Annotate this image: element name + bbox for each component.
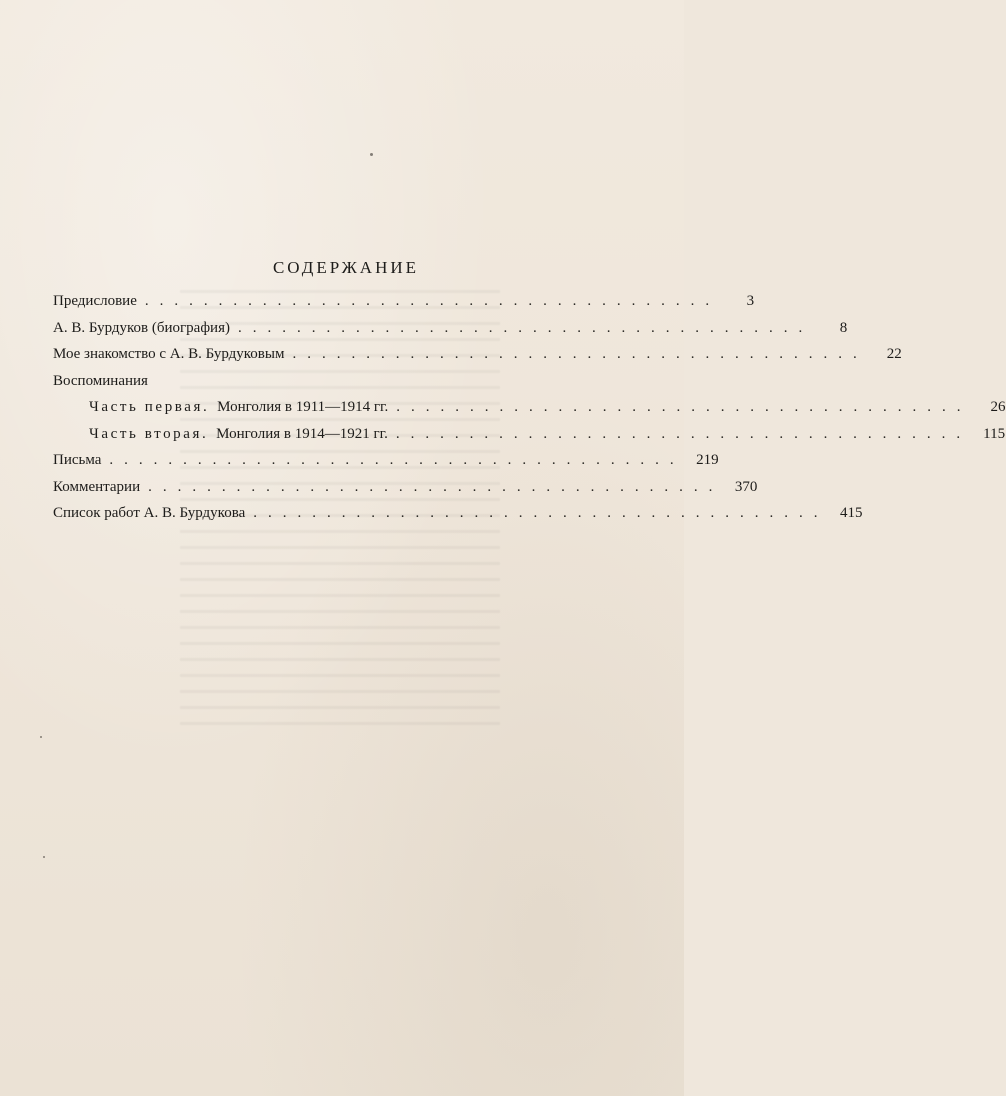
dot-leader: ....................................... bbox=[396, 399, 972, 415]
toc-entry-label bbox=[53, 423, 388, 445]
toc-entry-page: 370 bbox=[734, 478, 758, 495]
toc-entry-page: 115 bbox=[983, 425, 1006, 442]
paper-speck bbox=[43, 856, 45, 858]
toc-entry[interactable] bbox=[53, 317, 848, 344]
toc-entry-label: Воспоминания bbox=[53, 372, 148, 389]
paper-speck bbox=[370, 153, 373, 156]
toc-entry-label: А. В. Бурдуков (биография) bbox=[53, 319, 230, 336]
toc-entry[interactable] bbox=[53, 502, 863, 529]
toc-entry[interactable] bbox=[53, 343, 902, 370]
toc-entry-page: 22 bbox=[886, 346, 902, 362]
toc-entry[interactable] bbox=[53, 423, 1006, 450]
toc-entry-part-label: Часть вторая. bbox=[89, 425, 209, 442]
toc-entry[interactable] bbox=[53, 396, 1006, 423]
toc-entry[interactable] bbox=[53, 290, 755, 317]
toc-entry-label: Мое знакомство с А. В. Бурдуковым bbox=[53, 346, 285, 362]
toc-entry-label bbox=[53, 396, 388, 418]
table-of-contents bbox=[53, 290, 1006, 529]
toc-entry[interactable] bbox=[53, 449, 719, 476]
dot-leader: ....................................... bbox=[109, 452, 685, 468]
toc-entry[interactable] bbox=[53, 476, 758, 503]
toc-entry-part-label: Часть первая. bbox=[89, 399, 210, 415]
dot-leader: ....................................... bbox=[237, 319, 814, 336]
dot-leader: ....................................... bbox=[395, 425, 972, 442]
dot-leader: ....................................... bbox=[144, 293, 721, 309]
toc-section-heading bbox=[53, 370, 601, 397]
toc-entry-page: 8 bbox=[839, 319, 848, 336]
toc-entry-page: 219 bbox=[696, 452, 719, 468]
dot-leader: ....................................... bbox=[292, 346, 868, 362]
toc-entry-label: Письма bbox=[53, 452, 102, 468]
paper-speck bbox=[40, 736, 42, 738]
toc-entry-label: Предисловие bbox=[53, 293, 137, 309]
toc-entry-label: Список работ А. В. Бурдукова bbox=[53, 505, 246, 521]
dot-leader: ....................................... bbox=[253, 505, 829, 521]
toc-entry-part-title: Монголия в 1911—1914 гг. bbox=[217, 399, 389, 415]
dot-leader: ....................................... bbox=[148, 478, 724, 495]
toc-entry-page: 415 bbox=[839, 505, 863, 521]
toc-entry-label: Комментарии bbox=[53, 478, 141, 495]
toc-entry-part-title: Монголия в 1914—1921 гг. bbox=[216, 425, 388, 442]
toc-entry-page: 26 bbox=[990, 399, 1006, 415]
toc-entry-page: 3 bbox=[746, 293, 755, 309]
toc-title: СОДЕРЖАНИЕ bbox=[272, 258, 420, 277]
